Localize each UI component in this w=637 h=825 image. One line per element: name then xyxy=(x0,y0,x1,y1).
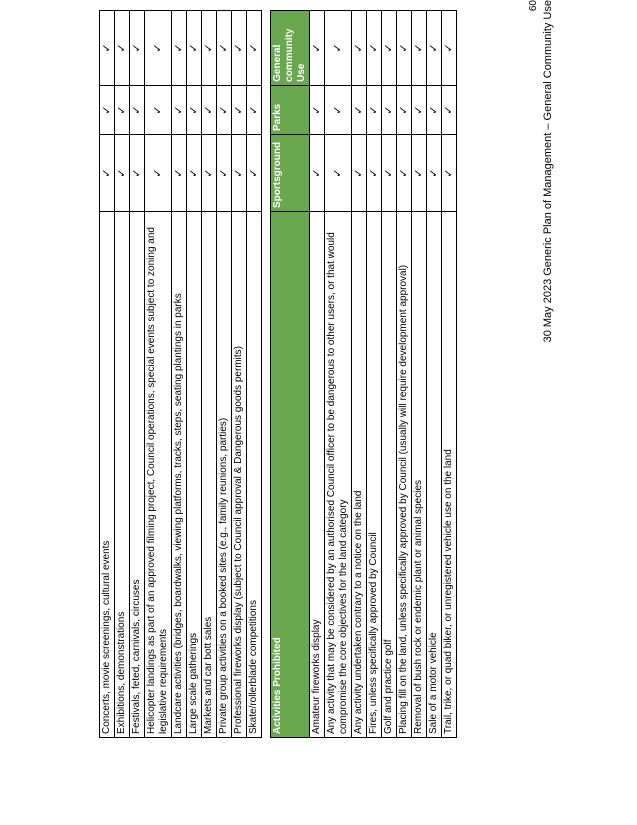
activity-cell: Concerts, movie screenings, cultural events xyxy=(100,212,115,738)
header-parks: Parks xyxy=(271,85,310,134)
table-row xyxy=(100,11,115,738)
header-sportsground: Sportsground xyxy=(271,135,310,212)
table-row xyxy=(130,11,145,738)
general-check-icon: ✓ xyxy=(202,11,217,86)
sportsground-check-icon: ✓ xyxy=(382,135,397,212)
sportsground-check-icon: ✓ xyxy=(427,135,442,212)
general-check-icon: ✓ xyxy=(232,11,247,86)
table-row xyxy=(187,11,202,738)
sportsground-check-icon: ✓ xyxy=(100,135,115,212)
parks-check-icon: ✓ xyxy=(202,85,217,134)
activity-cell: Skate/rollerblade competitions xyxy=(247,212,262,738)
activity-cell: Sale of a motor vehicle xyxy=(427,212,442,738)
general-check-icon: ✓ xyxy=(412,11,427,86)
parks-check-icon: ✓ xyxy=(382,85,397,134)
activity-cell: Trail, trike, or quad biker, or unregistered vehicle use on the land xyxy=(442,212,457,738)
table-row xyxy=(352,11,367,738)
table-row xyxy=(232,11,247,738)
sportsground-check-icon: ✓ xyxy=(232,135,247,212)
parks-check-icon: ✓ xyxy=(145,85,172,134)
parks-check-icon: ✓ xyxy=(172,85,187,134)
table-row xyxy=(202,11,217,738)
parks-check-icon: ✓ xyxy=(367,85,382,134)
table-row xyxy=(427,11,442,738)
general-check-icon: ✓ xyxy=(145,11,172,86)
sportsground-check-icon: ✓ xyxy=(145,135,172,212)
activity-cell: Private group activities on a booked sites (e.g., family reunions, parties) xyxy=(217,212,232,738)
activity-cell: Golf and practice golf xyxy=(382,212,397,738)
parks-check-icon: ✓ xyxy=(397,85,412,134)
parks-check-icon: ✓ xyxy=(247,85,262,134)
table-row xyxy=(367,11,382,738)
sportsground-check-icon: ✓ xyxy=(352,135,367,212)
parks-check-icon: ✓ xyxy=(232,85,247,134)
page-footer: 30 May 2023 Generic Plan of Management – General Community Use xyxy=(542,0,554,343)
parks-check-icon: ✓ xyxy=(310,85,325,134)
general-check-icon: ✓ xyxy=(397,11,412,86)
parks-check-icon: ✓ xyxy=(352,85,367,134)
table-row xyxy=(172,11,187,738)
parks-check-icon: ✓ xyxy=(217,85,232,134)
activity-cell: Removal of bush rock or endemic plant or animal species xyxy=(412,212,427,738)
parks-check-icon: ✓ xyxy=(427,85,442,134)
table-row xyxy=(310,11,325,738)
parks-check-icon: ✓ xyxy=(412,85,427,134)
sportsground-check-icon: ✓ xyxy=(217,135,232,212)
activity-cell: Large scale gatherings xyxy=(187,212,202,738)
activity-cell: Markets and car bott sales xyxy=(202,212,217,738)
parks-check-icon: ✓ xyxy=(100,85,115,134)
activity-cell: Festivals, feted, carnivals, circuses xyxy=(130,212,145,738)
sportsground-check-icon: ✓ xyxy=(412,135,427,212)
table-row xyxy=(397,11,412,738)
activity-cell: Exhibitions, demonstrations xyxy=(115,212,130,738)
general-check-icon: ✓ xyxy=(187,11,202,86)
activity-cell: Fires, unless specifically approved by Council xyxy=(367,212,382,738)
activity-cell: Landcare activities (bridges, boardwalks, viewing platforms, tracks, steps, seating plantings in parks xyxy=(172,212,187,738)
sportsground-check-icon: ✓ xyxy=(202,135,217,212)
sportsground-check-icon: ✓ xyxy=(442,135,457,212)
sportsground-check-icon: ✓ xyxy=(172,135,187,212)
activity-cell: Any activity that may be considered by an authorised Council officer to be dangerous to other users, or that would compromise the core objectives for the land category xyxy=(325,212,352,738)
table-row xyxy=(325,11,352,738)
parks-check-icon: ✓ xyxy=(187,85,202,134)
parks-check-icon: ✓ xyxy=(115,85,130,134)
table-row xyxy=(382,11,397,738)
sportsground-check-icon: ✓ xyxy=(130,135,145,212)
parks-check-icon: ✓ xyxy=(130,85,145,134)
general-check-icon: ✓ xyxy=(382,11,397,86)
general-check-icon: ✓ xyxy=(352,11,367,86)
general-check-icon: ✓ xyxy=(310,11,325,86)
header-general-community-use: General community Use xyxy=(271,11,310,86)
general-check-icon: ✓ xyxy=(115,11,130,86)
sportsground-check-icon: ✓ xyxy=(115,135,130,212)
general-check-icon: ✓ xyxy=(367,11,382,86)
general-check-icon: ✓ xyxy=(247,11,262,86)
header-activities-prohibited: Activities Prohibited xyxy=(271,212,310,738)
table-row xyxy=(442,11,457,738)
general-check-icon: ✓ xyxy=(100,11,115,86)
activity-cell: Helicopter landings as part of an approved filming project, Council operations, special events subject to zoning and legislative requirements xyxy=(145,212,172,738)
table-row xyxy=(217,11,232,738)
table-row xyxy=(412,11,427,738)
table-row xyxy=(247,11,262,738)
permitted-activities-table xyxy=(99,10,262,738)
general-check-icon: ✓ xyxy=(130,11,145,86)
activity-cell: Any activity undertaken contrary to a notice on the land xyxy=(352,212,367,738)
general-check-icon: ✓ xyxy=(217,11,232,86)
general-check-icon: ✓ xyxy=(442,11,457,86)
parks-check-icon: ✓ xyxy=(442,85,457,134)
sportsground-check-icon: ✓ xyxy=(367,135,382,212)
general-check-icon: ✓ xyxy=(427,11,442,86)
table-row xyxy=(145,11,172,738)
table-row xyxy=(115,11,130,738)
sportsground-check-icon: ✓ xyxy=(397,135,412,212)
sportsground-check-icon: ✓ xyxy=(310,135,325,212)
activity-cell: Professional fireworks display (subject to Council approval & Dangerous goods permits) xyxy=(232,212,247,738)
sportsground-check-icon: ✓ xyxy=(247,135,262,212)
table-header-row xyxy=(271,11,310,738)
parks-check-icon: ✓ xyxy=(325,85,352,134)
general-check-icon: ✓ xyxy=(325,11,352,86)
sportsground-check-icon: ✓ xyxy=(187,135,202,212)
general-check-icon: ✓ xyxy=(172,11,187,86)
activity-cell: Placing fill on the land, unless specifically approved by Council (usually will require development approval) xyxy=(397,212,412,738)
sportsground-check-icon: ✓ xyxy=(325,135,352,212)
activity-cell: Amateur fireworks display xyxy=(310,212,325,738)
page-number: 60 xyxy=(528,0,539,12)
prohibited-activities-table xyxy=(270,10,457,738)
